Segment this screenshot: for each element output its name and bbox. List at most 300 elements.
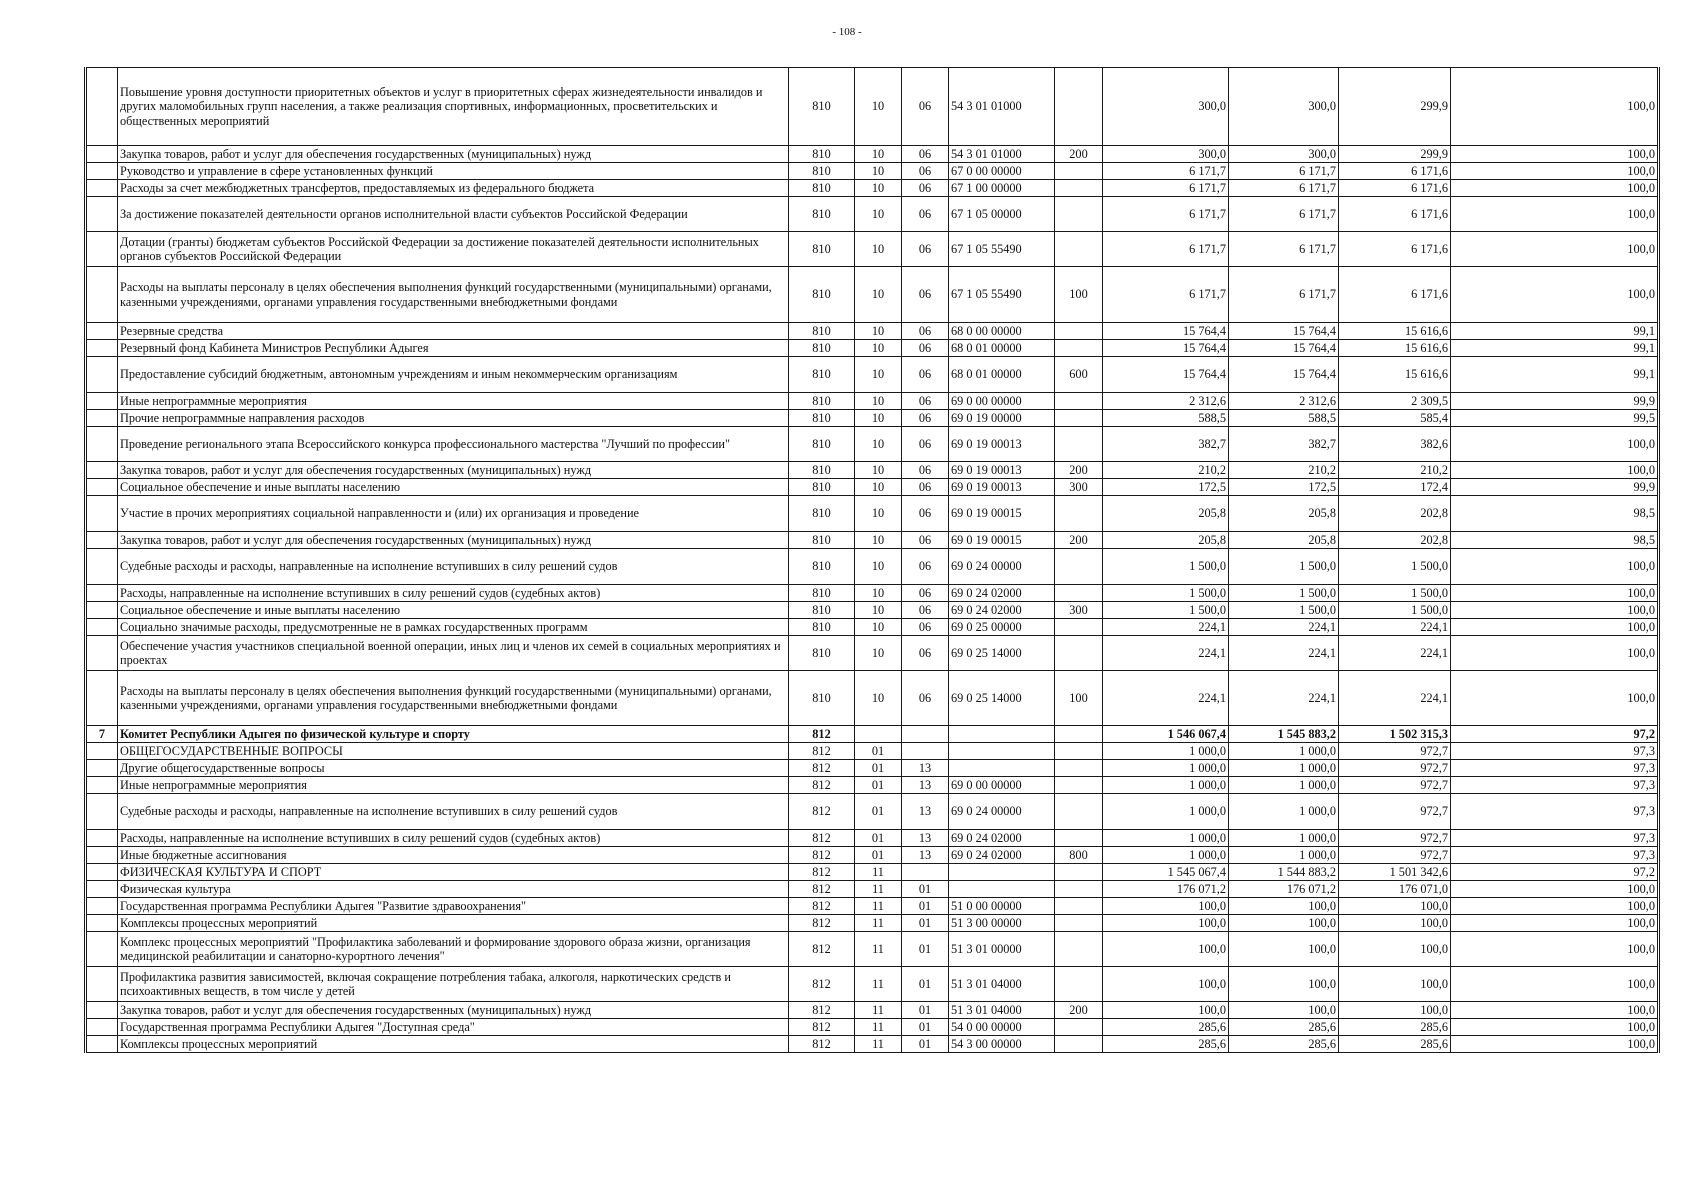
row-name-cell: Судебные расходы и расходы, направленные на исполнение вступивших в силу решений судов [118,794,789,830]
row-section-cell: 10 [855,232,902,267]
row-subsection-cell: 06 [902,585,949,602]
row-percent-cell: 100,0 [1451,602,1659,619]
row-ved-cell: 812 [789,898,855,915]
row-expense-type-cell [1055,636,1103,671]
row-ved-cell: 810 [789,393,855,410]
row-approved-cell: 1 000,0 [1103,760,1229,777]
row-refined-cell: 100,0 [1229,932,1339,967]
row-executed-cell: 100,0 [1339,932,1451,967]
table-row [86,427,1659,462]
row-expense-type-cell: 800 [1055,847,1103,864]
row-refined-cell: 15 764,4 [1229,340,1339,357]
row-executed-cell: 972,7 [1339,847,1451,864]
row-section-cell: 10 [855,549,902,585]
row-refined-cell: 205,8 [1229,496,1339,532]
row-target-article-cell: 69 0 24 00000 [949,549,1055,585]
table-row [86,619,1659,636]
row-executed-cell: 1 501 342,6 [1339,864,1451,881]
row-section-cell: 10 [855,532,902,549]
row-ved-cell: 810 [789,462,855,479]
row-subsection-cell: 06 [902,340,949,357]
row-section-cell: 11 [855,881,902,898]
row-percent-cell: 98,5 [1451,532,1659,549]
row-ved-cell: 810 [789,636,855,671]
row-name-cell: ОБЩЕГОСУДАРСТВЕННЫЕ ВОПРОСЫ [118,743,789,760]
row-name-cell: Профилактика развития зависимостей, включая сокращение потребления табака, алкоголя, наркотических средств и психоактивных веществ, в том числе у детей [118,967,789,1002]
row-refined-cell: 6 171,7 [1229,180,1339,197]
row-refined-cell: 6 171,7 [1229,232,1339,267]
row-ved-cell: 812 [789,726,855,743]
row-number-cell [86,479,118,496]
row-number-cell [86,532,118,549]
row-refined-cell: 300,0 [1229,68,1339,146]
row-percent-cell: 100,0 [1451,146,1659,163]
row-approved-cell: 6 171,7 [1103,163,1229,180]
row-subsection-cell: 13 [902,847,949,864]
row-approved-cell: 285,6 [1103,1036,1229,1053]
row-subsection-cell: 01 [902,881,949,898]
row-expense-type-cell [1055,496,1103,532]
row-name-cell: Закупка товаров, работ и услуг для обеспечения государственных (муниципальных) нужд [118,532,789,549]
row-name-cell: Государственная программа Республики Адыгея "Развитие здравоохранения" [118,898,789,915]
row-subsection-cell: 13 [902,777,949,794]
row-ved-cell: 810 [789,410,855,427]
row-refined-cell: 588,5 [1229,410,1339,427]
row-target-article-cell: 69 0 19 00013 [949,462,1055,479]
row-subsection-cell: 06 [902,163,949,180]
row-percent-cell: 99,5 [1451,410,1659,427]
row-section-cell: 10 [855,410,902,427]
row-section-cell: 01 [855,794,902,830]
row-executed-cell: 6 171,6 [1339,180,1451,197]
row-approved-cell: 1 500,0 [1103,602,1229,619]
row-executed-cell: 299,9 [1339,68,1451,146]
row-section-cell: 01 [855,743,902,760]
row-name-cell: Социально значимые расходы, предусмотренные не в рамках государственных программ [118,619,789,636]
row-executed-cell: 6 171,6 [1339,197,1451,232]
row-approved-cell: 382,7 [1103,427,1229,462]
row-target-article-cell: 54 3 01 01000 [949,68,1055,146]
row-section-cell: 11 [855,932,902,967]
row-expense-type-cell: 300 [1055,602,1103,619]
row-subsection-cell: 01 [902,1002,949,1019]
row-expense-type-cell: 600 [1055,357,1103,393]
row-target-article-cell: 67 1 05 00000 [949,197,1055,232]
row-number-cell [86,357,118,393]
row-refined-cell: 100,0 [1229,915,1339,932]
row-refined-cell: 224,1 [1229,671,1339,726]
row-name-cell: Повышение уровня доступности приоритетных объектов и услуг в приоритетных сферах жизнедеятельности инвалидов и других маломобильных групп населения, а также реализация спортивных, информационных, просветительских и общественных мероприятий [118,68,789,146]
row-expense-type-cell [1055,830,1103,847]
row-expense-type-cell [1055,585,1103,602]
row-target-article-cell: 51 3 01 00000 [949,932,1055,967]
table-row [86,340,1659,357]
row-subsection-cell: 06 [902,549,949,585]
row-refined-cell: 1 000,0 [1229,760,1339,777]
row-target-article-cell: 51 3 00 00000 [949,915,1055,932]
table-row [86,915,1659,932]
row-name-cell: За достижение показателей деятельности органов исполнительной власти субъектов Российской Федерации [118,197,789,232]
row-number-cell [86,549,118,585]
row-expense-type-cell [1055,760,1103,777]
row-name-cell: Участие в прочих мероприятиях социальной направленности и (или) их организация и проведение [118,496,789,532]
row-percent-cell: 100,0 [1451,881,1659,898]
row-target-article-cell: 54 3 01 01000 [949,146,1055,163]
row-name-cell: Иные бюджетные ассигнования [118,847,789,864]
row-subsection-cell: 06 [902,619,949,636]
row-executed-cell: 15 616,6 [1339,340,1451,357]
row-section-cell: 01 [855,777,902,794]
row-refined-cell: 285,6 [1229,1019,1339,1036]
row-executed-cell: 2 309,5 [1339,393,1451,410]
row-target-article-cell: 51 0 00 00000 [949,898,1055,915]
row-number-cell [86,68,118,146]
row-target-article-cell: 69 0 24 02000 [949,585,1055,602]
row-section-cell: 11 [855,915,902,932]
row-ved-cell: 810 [789,197,855,232]
row-executed-cell: 224,1 [1339,636,1451,671]
row-refined-cell: 205,8 [1229,532,1339,549]
row-name-cell: Комитет Республики Адыгея по физической культуре и спорту [118,726,789,743]
row-expense-type-cell: 200 [1055,146,1103,163]
row-expense-type-cell [1055,163,1103,180]
row-name-cell: Предоставление субсидий бюджетным, автономным учреждениям и иным некоммерческим организациям [118,357,789,393]
row-percent-cell: 97,3 [1451,777,1659,794]
row-target-article-cell: 69 0 19 00013 [949,479,1055,496]
row-target-article-cell: 67 1 05 55490 [949,232,1055,267]
row-percent-cell: 99,9 [1451,479,1659,496]
row-refined-cell: 1 500,0 [1229,602,1339,619]
row-approved-cell: 15 764,4 [1103,357,1229,393]
row-refined-cell: 224,1 [1229,619,1339,636]
row-target-article-cell: 69 0 24 02000 [949,830,1055,847]
row-percent-cell: 100,0 [1451,462,1659,479]
row-ved-cell: 812 [789,1019,855,1036]
row-approved-cell: 100,0 [1103,967,1229,1002]
row-refined-cell: 1 500,0 [1229,549,1339,585]
row-expense-type-cell [1055,549,1103,585]
row-name-cell: Расходы за счет межбюджетных трансфертов, предоставляемых из федерального бюджета [118,180,789,197]
row-subsection-cell [902,864,949,881]
row-number-cell [86,602,118,619]
row-name-cell: Закупка товаров, работ и услуг для обеспечения государственных (муниципальных) нужд [118,1002,789,1019]
row-target-article-cell: 51 3 01 04000 [949,1002,1055,1019]
row-refined-cell: 210,2 [1229,462,1339,479]
row-expense-type-cell: 200 [1055,1002,1103,1019]
row-number-cell: 7 [86,726,118,743]
row-number-cell [86,163,118,180]
row-number-cell [86,496,118,532]
row-subsection-cell: 13 [902,794,949,830]
row-expense-type-cell [1055,898,1103,915]
table-row [86,881,1659,898]
row-refined-cell: 15 764,4 [1229,323,1339,340]
row-expense-type-cell [1055,68,1103,146]
row-expense-type-cell: 100 [1055,267,1103,323]
row-ved-cell: 810 [789,549,855,585]
row-refined-cell: 100,0 [1229,967,1339,1002]
row-percent-cell: 100,0 [1451,585,1659,602]
row-ved-cell: 812 [789,915,855,932]
row-expense-type-cell [1055,323,1103,340]
row-number-cell [86,671,118,726]
row-section-cell: 10 [855,619,902,636]
row-target-article-cell: 67 1 05 55490 [949,267,1055,323]
row-approved-cell: 224,1 [1103,671,1229,726]
table-row [86,777,1659,794]
row-refined-cell: 300,0 [1229,146,1339,163]
row-percent-cell: 97,2 [1451,726,1659,743]
row-section-cell: 10 [855,636,902,671]
row-number-cell [86,760,118,777]
row-name-cell: Расходы, направленные на исполнение вступивших в силу решений судов (судебных актов) [118,585,789,602]
row-executed-cell: 100,0 [1339,898,1451,915]
row-section-cell: 10 [855,267,902,323]
row-subsection-cell: 01 [902,932,949,967]
row-percent-cell: 100,0 [1451,636,1659,671]
row-ved-cell: 810 [789,323,855,340]
row-ved-cell: 810 [789,340,855,357]
row-number-cell [86,585,118,602]
table-row [86,1002,1659,1019]
row-expense-type-cell [1055,932,1103,967]
row-approved-cell: 1 545 067,4 [1103,864,1229,881]
row-refined-cell: 224,1 [1229,636,1339,671]
row-expense-type-cell [1055,1019,1103,1036]
row-section-cell: 10 [855,496,902,532]
table-row [86,267,1659,323]
row-approved-cell: 15 764,4 [1103,323,1229,340]
table-row [86,462,1659,479]
row-approved-cell: 1 000,0 [1103,777,1229,794]
row-refined-cell: 382,7 [1229,427,1339,462]
row-subsection-cell: 06 [902,462,949,479]
row-executed-cell: 1 502 315,3 [1339,726,1451,743]
row-target-article-cell [949,881,1055,898]
row-ved-cell: 812 [789,864,855,881]
row-executed-cell: 972,7 [1339,777,1451,794]
row-subsection-cell: 01 [902,967,949,1002]
table-row [86,68,1659,146]
row-executed-cell: 224,1 [1339,671,1451,726]
row-name-cell: Дотации (гранты) бюджетам субъектов Российской Федерации за достижение показателей деятельности исполнительных органов субъектов Российской Федерации [118,232,789,267]
row-ved-cell: 812 [789,743,855,760]
row-refined-cell: 1 000,0 [1229,743,1339,760]
table-body [86,68,1659,1053]
row-section-cell: 10 [855,462,902,479]
row-percent-cell: 97,3 [1451,847,1659,864]
row-executed-cell: 382,6 [1339,427,1451,462]
row-refined-cell: 6 171,7 [1229,163,1339,180]
row-number-cell [86,898,118,915]
row-executed-cell: 6 171,6 [1339,267,1451,323]
row-name-cell: Обеспечение участия участников специальной военной операции, иных лиц и членов их семей в социальных мероприятиях и проектах [118,636,789,671]
row-section-cell: 01 [855,830,902,847]
row-approved-cell: 6 171,7 [1103,197,1229,232]
table-row [86,585,1659,602]
row-executed-cell: 299,9 [1339,146,1451,163]
row-ved-cell: 812 [789,830,855,847]
row-percent-cell: 100,0 [1451,180,1659,197]
table-row [86,1019,1659,1036]
row-target-article-cell: 69 0 19 00000 [949,410,1055,427]
row-expense-type-cell: 100 [1055,671,1103,726]
row-section-cell: 10 [855,163,902,180]
row-name-cell: ФИЗИЧЕСКАЯ КУЛЬТУРА И СПОРТ [118,864,789,881]
row-target-article-cell: 68 0 00 00000 [949,323,1055,340]
row-target-article-cell: 67 1 00 00000 [949,180,1055,197]
row-section-cell: 10 [855,393,902,410]
row-ved-cell: 810 [789,479,855,496]
row-subsection-cell: 06 [902,357,949,393]
row-approved-cell: 1 000,0 [1103,830,1229,847]
table-row [86,726,1659,743]
table-row [86,636,1659,671]
row-name-cell: Социальное обеспечение и иные выплаты населению [118,479,789,496]
row-percent-cell: 97,3 [1451,794,1659,830]
row-name-cell: Комплексы процессных мероприятий [118,1036,789,1053]
table-row [86,393,1659,410]
row-number-cell [86,864,118,881]
row-section-cell: 10 [855,340,902,357]
row-target-article-cell [949,864,1055,881]
table-row [86,898,1659,915]
row-executed-cell: 202,8 [1339,532,1451,549]
table-row [86,479,1659,496]
row-target-article-cell: 69 0 19 00015 [949,532,1055,549]
row-number-cell [86,777,118,794]
row-approved-cell: 172,5 [1103,479,1229,496]
table-row [86,163,1659,180]
row-ved-cell: 812 [789,881,855,898]
table-row [86,1036,1659,1053]
row-name-cell: Руководство и управление в сфере установленных функций [118,163,789,180]
row-section-cell: 11 [855,864,902,881]
row-number-cell [86,146,118,163]
row-executed-cell: 972,7 [1339,743,1451,760]
row-executed-cell: 1 500,0 [1339,585,1451,602]
row-approved-cell: 1 500,0 [1103,585,1229,602]
row-expense-type-cell [1055,777,1103,794]
row-section-cell: 10 [855,585,902,602]
row-name-cell: Резервные средства [118,323,789,340]
row-subsection-cell: 13 [902,760,949,777]
row-ved-cell: 812 [789,1002,855,1019]
row-ved-cell: 810 [789,232,855,267]
row-subsection-cell [902,743,949,760]
table-row [86,146,1659,163]
table-row [86,232,1659,267]
row-name-cell: Физическая культура [118,881,789,898]
row-number-cell [86,932,118,967]
row-expense-type-cell [1055,340,1103,357]
row-target-article-cell: 69 0 24 00000 [949,794,1055,830]
row-ved-cell: 810 [789,671,855,726]
row-target-article-cell: 68 0 01 00000 [949,357,1055,393]
row-expense-type-cell [1055,743,1103,760]
row-approved-cell: 1 000,0 [1103,743,1229,760]
table-row [86,847,1659,864]
row-ved-cell: 810 [789,602,855,619]
row-executed-cell: 202,8 [1339,496,1451,532]
table-row [86,532,1659,549]
budget-table [84,67,1660,1053]
row-subsection-cell [902,726,949,743]
row-ved-cell: 810 [789,496,855,532]
row-section-cell: 11 [855,1002,902,1019]
row-section-cell: 10 [855,357,902,393]
row-refined-cell: 1 000,0 [1229,794,1339,830]
row-section-cell: 11 [855,898,902,915]
row-number-cell [86,743,118,760]
row-ved-cell: 812 [789,760,855,777]
row-number-cell [86,830,118,847]
row-subsection-cell: 06 [902,146,949,163]
row-approved-cell: 15 764,4 [1103,340,1229,357]
row-approved-cell: 1 000,0 [1103,794,1229,830]
row-name-cell: Комплекс процессных мероприятий "Профилактика заболеваний и формирование здорового образа жизни, организация медицинской реабилитации и санаторно-курортного лечения" [118,932,789,967]
row-percent-cell: 99,1 [1451,357,1659,393]
row-name-cell: Социальное обеспечение и иные выплаты населению [118,602,789,619]
row-name-cell: Государственная программа Республики Адыгея "Доступная среда" [118,1019,789,1036]
row-approved-cell: 1 500,0 [1103,549,1229,585]
row-executed-cell: 210,2 [1339,462,1451,479]
row-percent-cell: 100,0 [1451,1036,1659,1053]
row-subsection-cell: 06 [902,602,949,619]
row-executed-cell: 6 171,6 [1339,232,1451,267]
row-subsection-cell: 01 [902,1036,949,1053]
row-expense-type-cell: 200 [1055,532,1103,549]
row-subsection-cell: 06 [902,323,949,340]
row-refined-cell: 285,6 [1229,1036,1339,1053]
row-expense-type-cell [1055,794,1103,830]
row-executed-cell: 15 616,6 [1339,323,1451,340]
row-expense-type-cell [1055,410,1103,427]
row-subsection-cell: 01 [902,1019,949,1036]
row-subsection-cell: 06 [902,427,949,462]
row-subsection-cell: 06 [902,393,949,410]
row-name-cell: Комплексы процессных мероприятий [118,915,789,932]
row-percent-cell: 100,0 [1451,967,1659,1002]
row-subsection-cell: 06 [902,636,949,671]
row-ved-cell: 812 [789,932,855,967]
row-section-cell: 01 [855,760,902,777]
row-expense-type-cell [1055,180,1103,197]
row-approved-cell: 6 171,7 [1103,232,1229,267]
row-percent-cell: 100,0 [1451,1019,1659,1036]
row-percent-cell: 97,2 [1451,864,1659,881]
row-subsection-cell: 06 [902,68,949,146]
row-name-cell: Расходы на выплаты персоналу в целях обеспечения выполнения функций государственными (муниципальными) органами, казенными учреждениями, органами управления государственными внебюджетными фондами [118,267,789,323]
row-number-cell [86,1019,118,1036]
row-number-cell [86,340,118,357]
row-ved-cell: 810 [789,357,855,393]
row-approved-cell: 100,0 [1103,1002,1229,1019]
row-approved-cell: 205,8 [1103,496,1229,532]
row-name-cell: Расходы, направленные на исполнение вступивших в силу решений судов (судебных актов) [118,830,789,847]
row-percent-cell: 100,0 [1451,197,1659,232]
row-ved-cell: 810 [789,180,855,197]
row-expense-type-cell [1055,864,1103,881]
row-approved-cell: 100,0 [1103,932,1229,967]
row-refined-cell: 172,5 [1229,479,1339,496]
row-approved-cell: 1 546 067,4 [1103,726,1229,743]
row-expense-type-cell [1055,232,1103,267]
table-row [86,410,1659,427]
row-percent-cell: 100,0 [1451,163,1659,180]
row-approved-cell: 205,8 [1103,532,1229,549]
row-number-cell [86,267,118,323]
